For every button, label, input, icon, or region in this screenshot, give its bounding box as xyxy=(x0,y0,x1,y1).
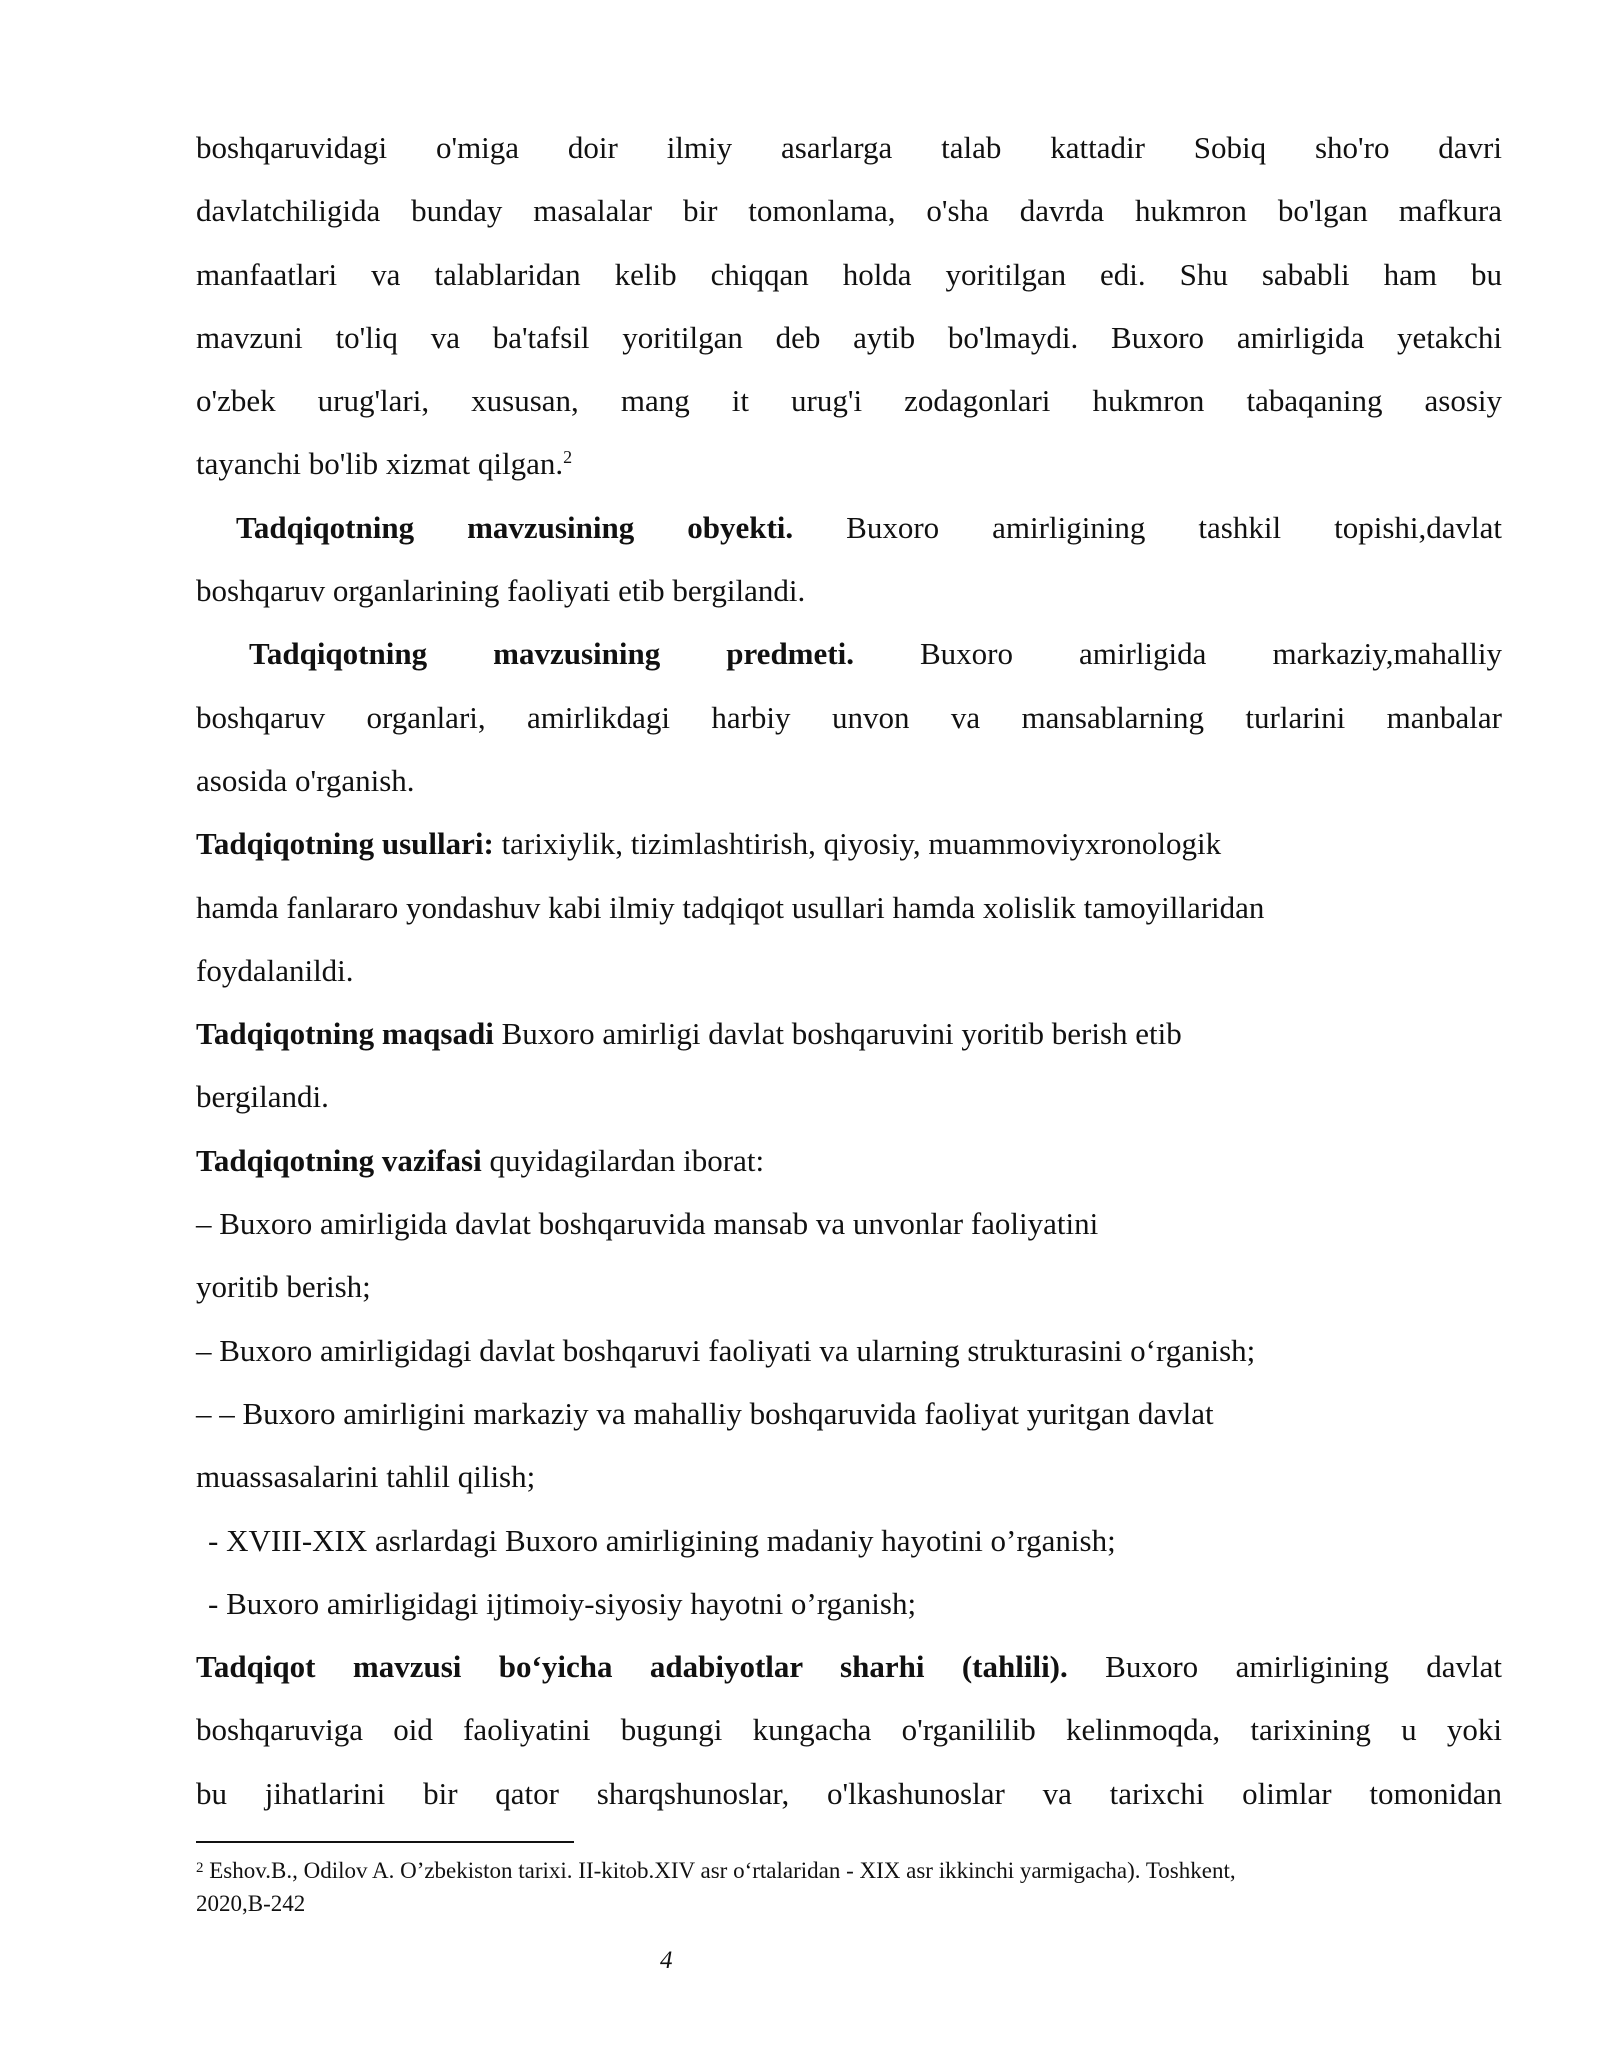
footnote-reference: 2 xyxy=(563,447,573,468)
page-number: 4 xyxy=(660,1947,673,1974)
object-line: boshqaruv organlarining faoliyati etib bergilandi. xyxy=(196,573,806,609)
goal-line: bergilandi. xyxy=(196,1079,329,1115)
subject-line: asosida o'rganish. xyxy=(196,762,415,798)
task-item: – – Buxoro amirligini markaziy va mahalliy boshqaruvida faoliyat yuritgan davlat xyxy=(196,1395,1214,1431)
body-line: manfaatlari va talablaridan kelib chiqqan holda yoritilgan edi. Shu sababli ham bu xyxy=(196,256,1502,292)
task-item: - XVIII-XIX asrlardagi Buxoro amirligining madaniy hayotini o’rganish; xyxy=(208,1522,1116,1558)
task-item: yoritib berish; xyxy=(196,1269,371,1305)
literature-line: bu jihatlarini bir qator sharqshunoslar, o'lkashunoslar va tarixchi olimlar tomonidan xyxy=(196,1775,1502,1811)
body-line: davlatchiligida bunday masalalar bir tomonlama, o'sha davrda hukmron bo'lgan mafkura xyxy=(196,193,1502,229)
object-heading: Tadqiqotning mavzusining obyekti. xyxy=(236,509,794,545)
footnote xyxy=(196,1854,1502,1920)
body-line: mavzuni to'liq va ba'tafsil yoritilgan deb aytib bo'lmaydi. Buxoro amirligida yetakchi xyxy=(196,319,1502,355)
body-line: o'zbek urug'lari, xususan, mang it urug'i zodagonlari hukmron tabaqaning asosiy xyxy=(196,383,1502,419)
methods-text: tarixiylik, tizimlashtirish, qiyosiy, muammoviyxronologik xyxy=(493,826,1222,862)
goal-heading: Tadqiqotning maqsadi xyxy=(196,1016,494,1052)
footnote-text: Eshov.B., Odilov A. O’zbekiston tarixi. II-kitob.XIV asr o‘rtalaridan - XIX asr ikkinchi yarmigacha). Toshkent, xyxy=(203,1858,1236,1883)
literature-heading: Tadqiqot mavzusi bo‘yicha adabiyotlar sharhi (tahlili). xyxy=(196,1649,1068,1685)
body-text: tayanchi bo'lib xizmat qilgan. xyxy=(196,446,564,482)
subject-line xyxy=(196,622,1502,685)
object-text: Buxoro amirligining tashkil topishi,davlat xyxy=(793,509,1502,545)
subject-heading: Tadqiqotning mavzusining predmeti. xyxy=(249,636,854,672)
task-item: muassasalarini tahlil qilish; xyxy=(196,1459,536,1495)
task-item: – Buxoro amirligida davlat boshqaruvida mansab va unvonlar faoliyatini xyxy=(196,1206,1099,1242)
tasks-line xyxy=(196,1129,1502,1192)
subject-line: boshqaruv organlari, amirlikdagi harbiy unvon va mansablarning turlarini manbalar xyxy=(196,699,1502,735)
footnote-marker: 2 xyxy=(196,1860,204,1876)
tasks-text: quyidagilardan iborat: xyxy=(481,1142,765,1178)
body-line xyxy=(196,432,1502,495)
methods-heading: Tadqiqotning usullari: xyxy=(196,826,494,862)
task-item: - Buxoro amirligidagi ijtimoiy-siyosiy hayotni o’rganish; xyxy=(208,1585,917,1621)
body-line: boshqaruvidagi o'miga doir ilmiy asarlarga talab kattadir Sobiq sho'ro davri xyxy=(196,130,1502,165)
methods-line xyxy=(196,812,1502,875)
footnote-line xyxy=(196,1854,1502,1887)
object-line xyxy=(196,496,1502,559)
literature-line xyxy=(196,1635,1502,1698)
task-item: – Buxoro amirligidagi davlat boshqaruvi faoliyati va ularning strukturasini o‘rganish; xyxy=(196,1332,1256,1368)
document-body xyxy=(196,116,1502,1825)
subject-text: Buxoro amirligida markaziy,mahalliy xyxy=(853,636,1502,672)
goal-line xyxy=(196,1002,1502,1065)
footnote-separator xyxy=(196,1841,574,1843)
literature-text: Buxoro amirligining davlat xyxy=(1067,1649,1502,1685)
methods-line: foydalanildi. xyxy=(196,952,354,988)
literature-line: boshqaruviga oid faoliyatini bugungi kungacha o'rganililib kelinmoqda, tarixining u yoki xyxy=(196,1712,1502,1748)
tasks-heading: Tadqiqotning vazifasi xyxy=(196,1142,482,1178)
footnote-line: 2020,B-242 xyxy=(196,1891,306,1916)
goal-text: Buxoro amirligi davlat boshqaruvini yoritib berish etib xyxy=(493,1016,1182,1052)
methods-line: hamda fanlararo yondashuv kabi ilmiy tadqiqot usullari hamda xolislik tamoyillaridan xyxy=(196,889,1265,925)
